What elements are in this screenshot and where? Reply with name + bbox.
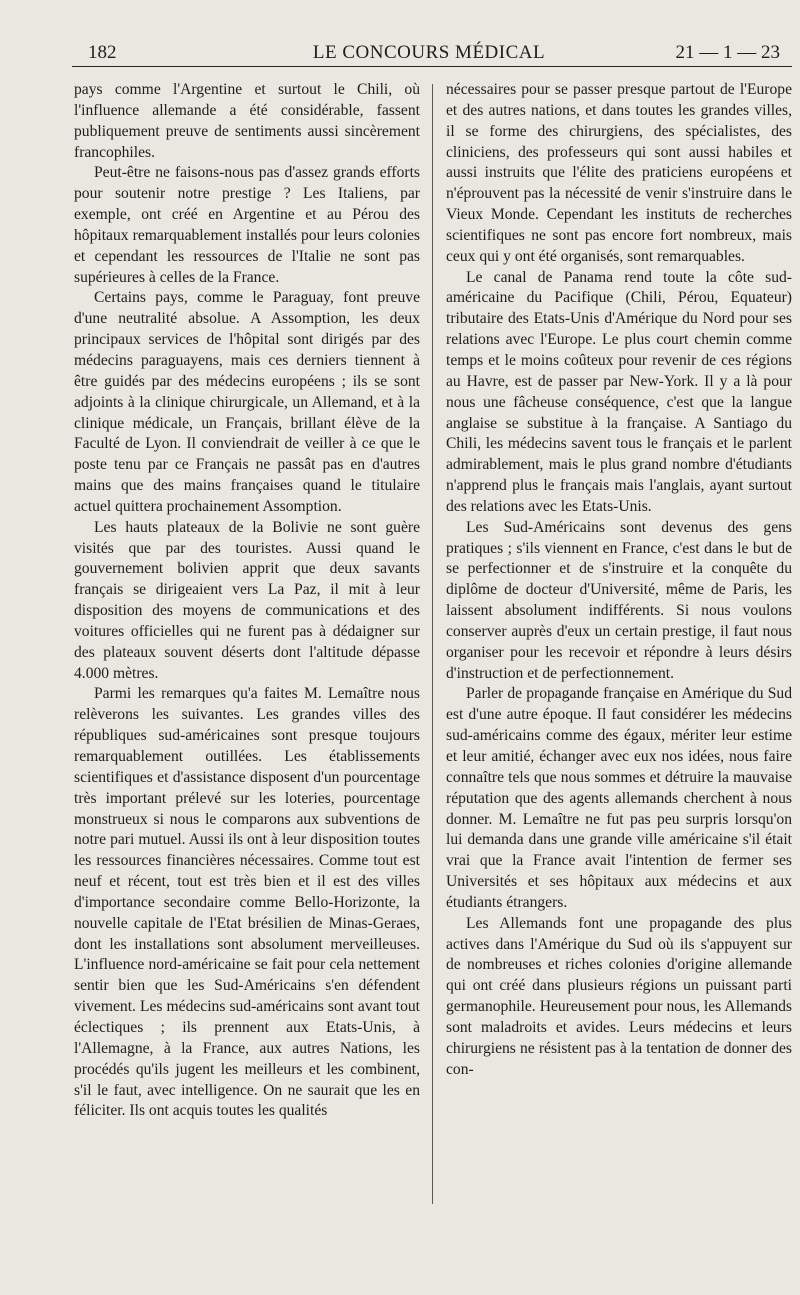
paragraph: Parler de propagande française en Amérique du Sud est d'une autre époque. Il faut considérer les médecins sud-américains comme des égaux, mériter leur estime et leur amitié, échanger avec eux nos idées, nous faire connaître tels que nous sommes et détruire la mauvaise réputation que des agents allemands cherchent à nous donner. M. Lemaître ne fut pas peu surpris lorsqu'on lui demanda dans une grande ville américaine s'il était vrai que la France avait l'intention de fermer ses Universités et ses hôpitaux aux médecins et aux étudiants étrangers.: [446, 685, 792, 911]
journal-title: LE CONCOURS MÉDICAL: [312, 42, 546, 63]
paragraph: Parmi les remarques qu'a faites M. Lemaître nous relèverons les suivantes. Les grandes villes des républiques sud-américaines sont presque toujours remarquablement outillées. Les établissements scientifiques et d'assistance disposent d'un pourcentage très important prélevé sur les loteries, pourcentage monstrueux si nous le comparons aux subventions de notre pari mutuel. Aussi ils ont à leur disposition toutes les ressources financières nécessaires. Comme tout est neuf et récent, tout est très bien et il est des villes d'importance secondaire comme Bello-Horizonte, la nouvelle capitale de l'Etat brésilien de Minas-Geraes, dont les installations sont absolument merveilleuses. L'influence nord-américaine se fait pour cela nettement sentir bien que les Sud-Américains s'en défendent vivement. Les médecins sud-américains sont avant tout éclectiques ; ils prennent aux Etats-Unis, à l'Allemagne, à la France, aux autres Nations, les procédés qu'ils jugent les meilleurs et les combinent, s'il le faut, avec intelligence. On ne saurait que les en féliciter. Ils ont acquis toutes les qualités: [74, 685, 420, 1120]
column-divider: [432, 84, 433, 1204]
paragraph: Les Allemands font une propagande des plus actives dans l'Amérique du Sud où ils s'appuyent sur de nombreuses et riches colonies d'origine allemande qui ont créé dans plusieurs régions un puissant parti germanophile. Heureusement pour nous, les Allemands sont maladroits et avides. Leurs médecins et leurs chirurgiens ne résistent pas à la tentation de donner des con-: [446, 914, 792, 1078]
right-column: [446, 80, 792, 1081]
left-column: [74, 80, 420, 1122]
paragraph: Peut-être ne faisons-nous pas d'assez grands efforts pour soutenir notre prestige ? Les Italiens, par exemple, ont créé en Argentine et au Pérou des hôpitaux remarquablement installés pour leurs colonies et cependant les ressources de l'Italie ne sont pas supérieures à celles de la France.: [74, 164, 420, 286]
paragraph: pays comme l'Argentine et surtout le Chili, où l'influence allemande a été considérable, fassent publiquement preuve de sentiments aussi sincèrement francophiles.: [74, 81, 420, 161]
header-rule: [72, 66, 792, 67]
paragraph: Les hauts plateaux de la Bolivie ne sont guère visités que par des touristes. Aussi quand le gouvernement bolivien apprit que deux savants français se dirigeaient vers La Paz, il mit à leur disposition des moyens de communications et des voitures officielles qui ne furent pas à dédaigner sur des plateaux souvent déserts dont l'altitude dépasse 4.000 mètres.: [74, 518, 420, 682]
paragraph: Les Sud-Américains sont devenus des gens pratiques ; s'ils viennent en France, c'est dans le but de se perfectionner et de s'instruire et la conquête du diplôme de docteur d'Université, même de Paris, les laissent absolument indifférents. Si nous voulons conserver auprès d'eux un certain prestige, il faut nous organiser pour les recevoir et répondre à leurs désirs d'instruction et de perfectionnement.: [446, 518, 792, 682]
paragraph: Certains pays, comme le Paraguay, font preuve d'une neutralité absolue. A Assomption, les deux principaux services de l'hôpital sont dirigés par des médecins paraguayens, mais ces derniers tiennent à être guidés par des médecins européens ; ils se sont adjoints à la clinique chirurgicale, un Allemand, et à la clinique médicale, un Français, brillant élève de la Faculté de Lyon. Il conviendrait de veiller à ce que le poste tenu par ce Français ne passât pas en d'autres mains que des mains françaises quand le titulaire actuel quittera prochainement Assomption.: [74, 289, 420, 515]
issue-date: 21 — 1 — 23: [675, 42, 780, 63]
running-header: [70, 38, 788, 66]
paragraph: nécessaires pour se passer presque partout de l'Europe et des autres nations, et dans toutes les grandes villes, il se forme des chirurgiens, des spécialistes, des cliniciens, des professeurs qui sont aussi habiles et aussi instruits que l'élite des praticiens européens et n'éprouvent pas la nécessité de venir s'instruire dans le Vieux Monde. Cependant les instituts de recherches scientifiques ne sont pas encore fort nombreux, mais ceux qui y ont été organisés, sont remarquables.: [446, 81, 792, 265]
page-number: 182: [88, 42, 117, 63]
paragraph: Le canal de Panama rend toute la côte sud-américaine du Pacifique (Chili, Pérou, Equateur) tributaire des Etats-Unis d'Amérique du Nord pour ses relations avec l'Europe. Le plus court chemin comme temps et le moins coûteux pour revenir de ces régions au Havre, est de passer par New-York. Il y a là pour nous une fâcheuse conséquence, c'est que la langue anglaise se substitue à la française. A Santiago du Chili, les médecins savent tous le français et le parlent admirablement, mais le plus grand nombre d'étudiants n'apprend plus le français mais l'anglais, ayant surtout des relations avec les Etats-Unis.: [446, 268, 792, 515]
